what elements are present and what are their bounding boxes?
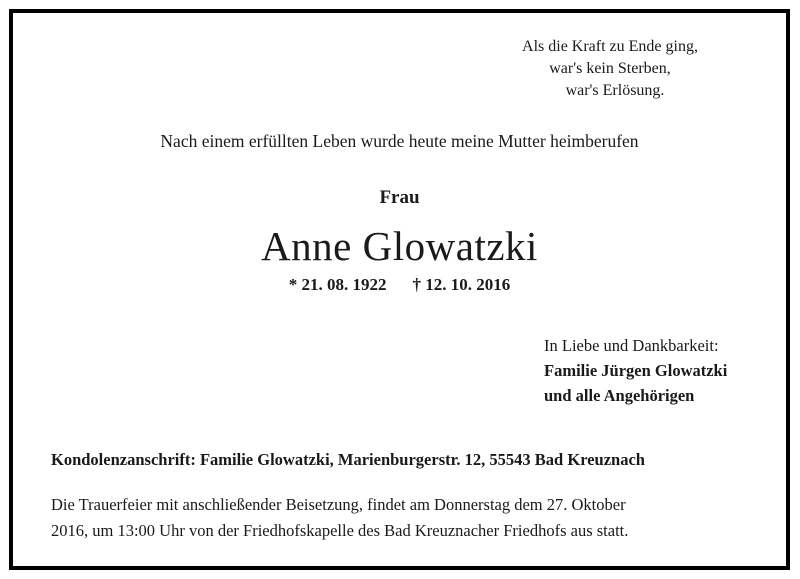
death-date: † 12. 10. 2016 [412, 275, 511, 294]
salutation: Frau [379, 187, 420, 208]
intro-text: Nach einem erfüllten Leben wurde heute meine Mutter heimberufen [160, 131, 639, 151]
condolence-address: Kondolenzanschrift: Familie Glowatzki, Marienburgerstr. 12, 55543 Bad Kreuznach [51, 450, 645, 469]
quote-line-1: Als die Kraft zu Ende ging, [522, 38, 698, 55]
funeral-info [51, 492, 751, 544]
life-dates [13, 275, 786, 295]
birth-date: * 21. 08. 1922 [288, 275, 387, 294]
quote-line-2: war's kein Sterben, [549, 60, 671, 77]
signers-line-1: In Liebe und Dankbarkeit: [544, 336, 719, 355]
deceased-name: Anne Glowatzki [261, 223, 538, 269]
obituary-notice [9, 9, 790, 570]
quote-line-3: war's Erlösung. [565, 82, 665, 99]
funeral-line-2: 2016, um 13:00 Uhr von der Friedhofskapelle des Bad Kreuznacher Friedhofs aus statt. [51, 521, 629, 540]
funeral-line-1: Die Trauerfeier mit anschließender Beisetzung, findet am Donnerstag dem 27. Oktober [51, 495, 626, 514]
signers-block [544, 333, 727, 408]
signers-line-2: Familie Jürgen Glowatzki [544, 361, 728, 380]
signers-line-3: und alle Angehörigen [544, 386, 695, 405]
quote-block [460, 36, 760, 102]
